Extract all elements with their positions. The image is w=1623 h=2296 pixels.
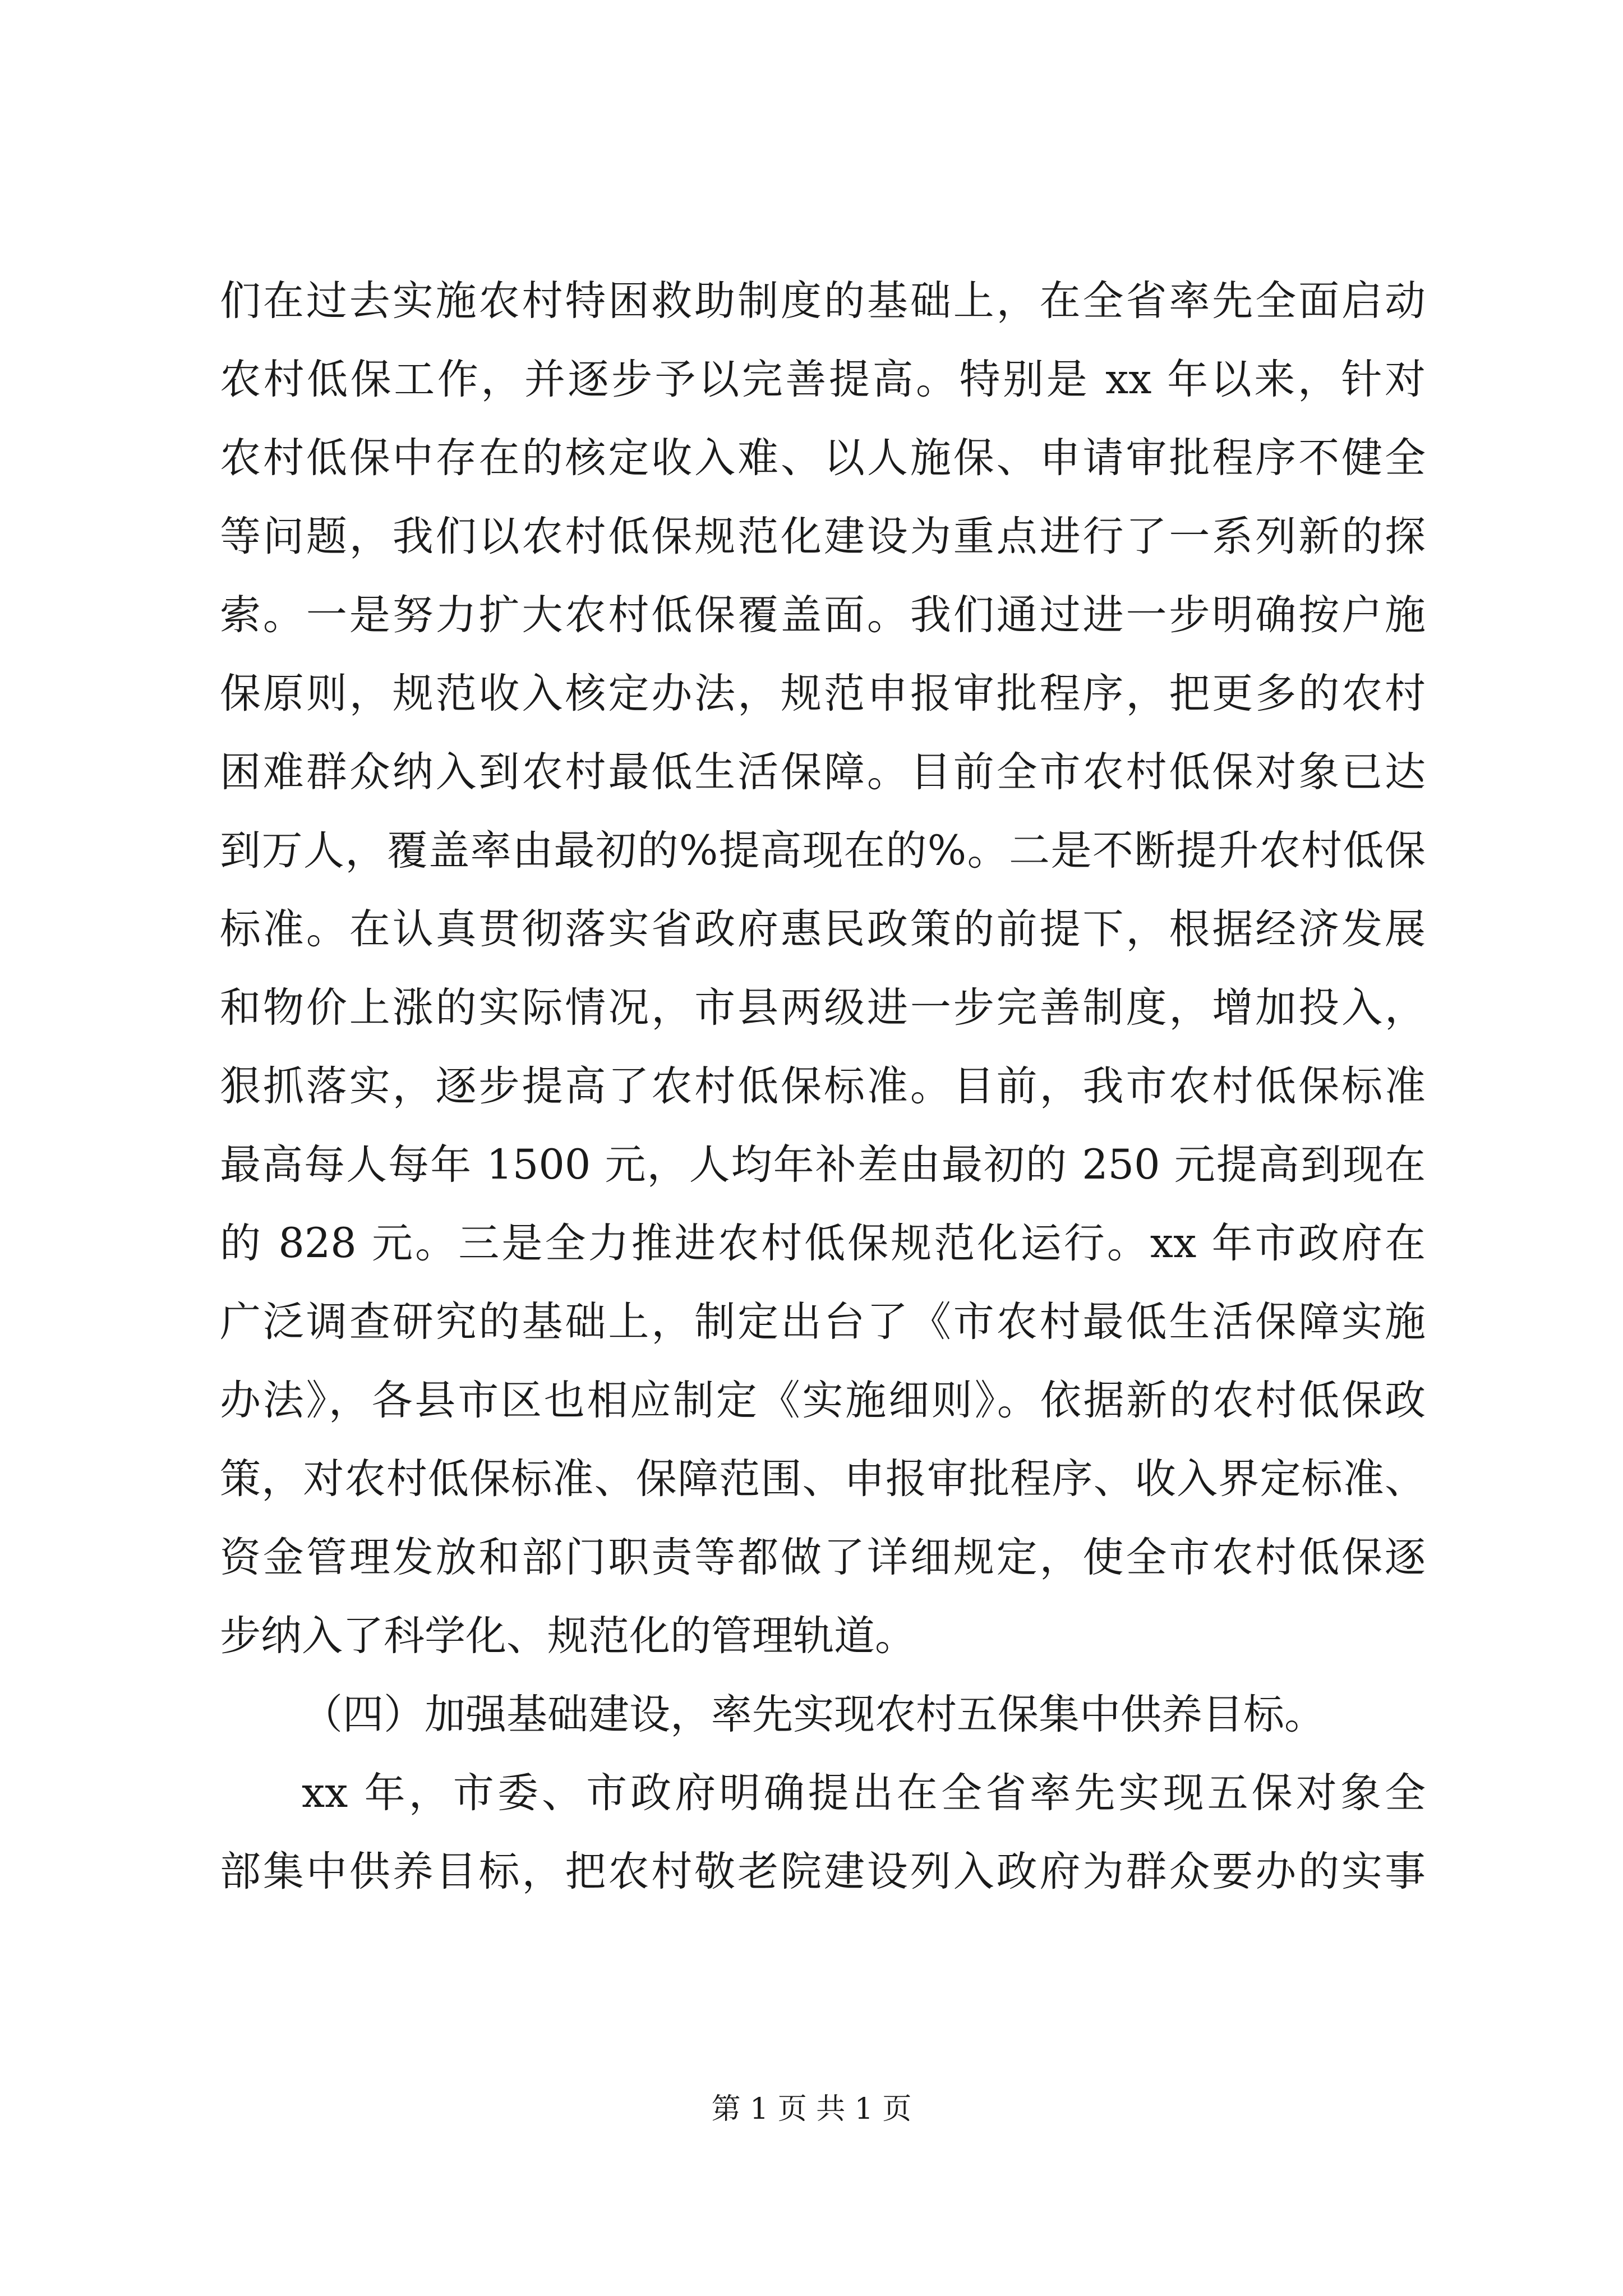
text-line: 标准。在认真贯彻落实省政府惠民政策的前提下，根据经济发展 — [220, 905, 1426, 953]
text-line: 策，对农村低保标准、保障范围、申报审批程序、收入界定标准、 — [220, 1455, 1426, 1503]
text-line: 农村低保工作，并逐步予以完善提高。特别是 xx 年以来，针对 — [220, 356, 1426, 403]
text-line: 保原则，规范收入核定办法，规范申报审批程序，把更多的农村 — [220, 670, 1426, 717]
text-line: 和物价上涨的实际情况，市县两级进一步完善制度，增加投入， — [220, 984, 1426, 1032]
document-body — [220, 262, 1426, 1911]
text-line: 最高每人每年 1500 元，人均年补差由最初的 250 元提高到现在 — [220, 1141, 1426, 1189]
text-line: 农村低保中存在的核定收入难、以人施保、申请审批程序不健全 — [220, 434, 1426, 482]
text-line: 广泛调查研究的基础上，制定出台了《市农村最低生活保障实施 — [220, 1298, 1426, 1346]
section-heading: （四）加强基础建设，率先实现农村五保集中供养目标。 — [302, 1691, 1325, 1738]
page-number-footer: 第 1 页 共 1 页 — [711, 2092, 912, 2126]
text-line: 资金管理发放和部门职责等都做了详细规定，使全市农村低保逐 — [220, 1534, 1426, 1581]
text-line: 到万人，覆盖率由最初的%提高现在的%。二是不断提升农村低保 — [220, 827, 1426, 875]
text-line: 部集中供养目标，把农村敬老院建设列入政府为群众要办的实事 — [220, 1848, 1426, 1895]
text-line: 困难群众纳入到农村最低生活保障。目前全市农村低保对象已达 — [220, 748, 1426, 796]
text-line: 办法》，各县市区也相应制定《实施细则》。依据新的农村低保政 — [220, 1377, 1426, 1424]
text-line: 等问题，我们以农村低保规范化建设为重点进行了一系列新的探 — [220, 513, 1426, 560]
text-line: 的 828 元。三是全力推进农村低保规范化运行。xx 年市政府在 — [220, 1220, 1426, 1267]
text-line: 索。一是努力扩大农村低保覆盖面。我们通过进一步明确按户施 — [220, 591, 1426, 639]
text-line: xx 年，市委、市政府明确提出在全省率先实现五保对象全 — [302, 1769, 1426, 1817]
text-line: 们在过去实施农村特困救助制度的基础上，在全省率先全面启动 — [220, 277, 1426, 325]
text-line: 步纳入了科学化、规范化的管理轨道。 — [220, 1612, 916, 1660]
text-line: 狠抓落实，逐步提高了农村低保标准。目前，我市农村低保标准 — [220, 1062, 1426, 1110]
